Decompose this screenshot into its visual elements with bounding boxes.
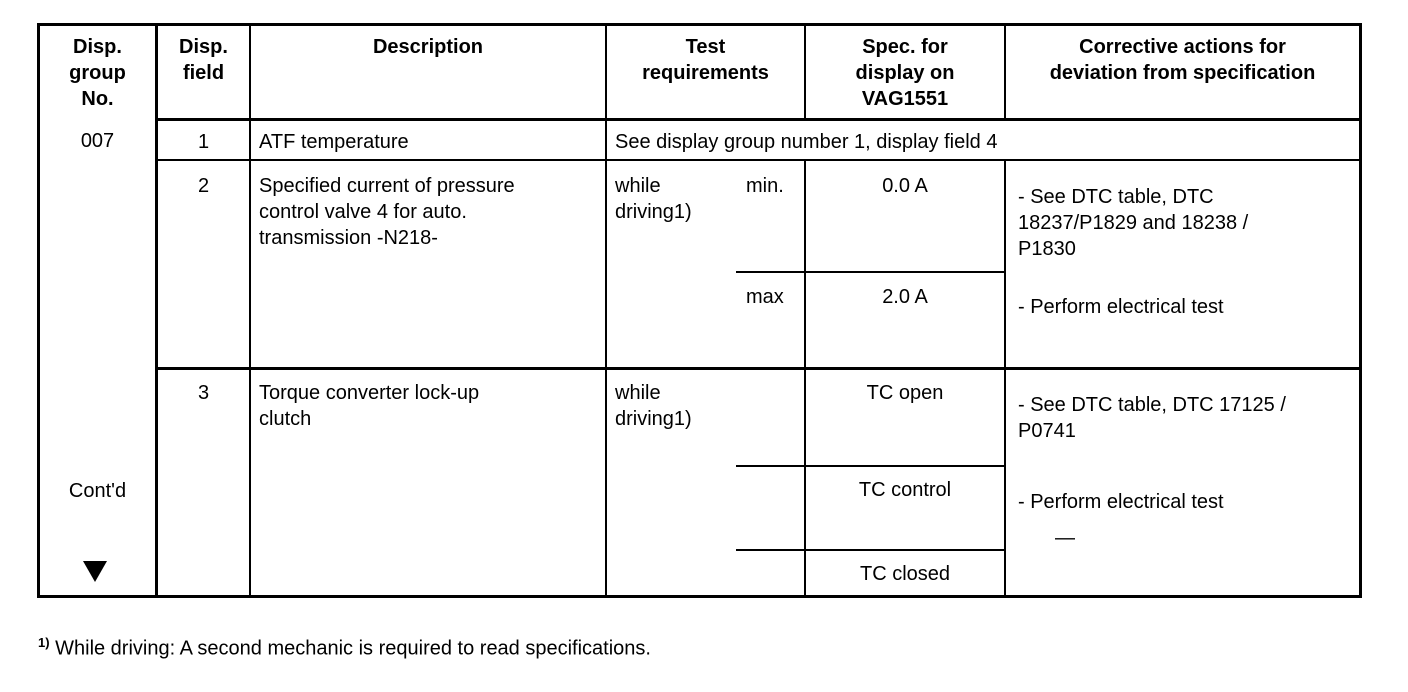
row1-description: ATF temperature bbox=[259, 131, 409, 153]
row3-spec-closed: TC closed bbox=[859, 563, 951, 585]
row2-field: 2 bbox=[197, 175, 210, 197]
header-description: Description bbox=[372, 36, 484, 58]
header-test: Test requirements bbox=[642, 36, 769, 84]
header-field: Disp. field bbox=[179, 36, 228, 84]
row2-qualifier-min: min. bbox=[746, 175, 784, 197]
row-divider bbox=[155, 159, 1362, 161]
footnote-text: While driving: A second mechanic is required to read specifications. bbox=[49, 637, 651, 660]
col-divider bbox=[249, 23, 251, 598]
subrow-divider bbox=[736, 549, 1005, 551]
table-border-bottom bbox=[37, 595, 1362, 598]
row3-field: 3 bbox=[197, 382, 210, 404]
down-triangle-icon bbox=[83, 561, 107, 582]
subrow-divider bbox=[736, 465, 1005, 467]
col-divider bbox=[605, 23, 607, 598]
row1-span-text: See display group number 1, display field 4 bbox=[615, 131, 998, 153]
table-border-right bbox=[1359, 23, 1362, 598]
row3-test: while driving1) bbox=[615, 382, 692, 430]
header-group: Disp. group No. bbox=[69, 36, 126, 110]
row2-action-dtc: - See DTC table, DTC 18237/P1829 and 18238 / P1830 bbox=[1018, 186, 1249, 260]
col-divider bbox=[155, 23, 158, 598]
row3-spec-control: TC control bbox=[858, 479, 952, 501]
row-divider bbox=[155, 367, 1362, 370]
col-divider bbox=[804, 160, 806, 598]
footnote bbox=[38, 630, 651, 662]
row1-field: 1 bbox=[197, 131, 210, 153]
row3-description: Torque converter lock-up clutch bbox=[259, 382, 480, 430]
col-divider bbox=[1004, 160, 1006, 598]
table-border-top bbox=[37, 23, 1362, 26]
row3-dash: — bbox=[1055, 527, 1075, 549]
header-divider bbox=[155, 118, 1362, 121]
row2-spec-min: 0.0 A bbox=[882, 175, 928, 197]
row3-spec-open: TC open bbox=[866, 382, 944, 404]
row3-action-electrical: - Perform electrical test bbox=[1018, 491, 1224, 513]
row3-action-dtc: - See DTC table, DTC 17125 / P0741 bbox=[1018, 394, 1286, 442]
row2-description: Specified current of pressure control valve 4 for auto. transmission -N218- bbox=[259, 175, 515, 249]
row2-spec-max: 2.0 A bbox=[882, 286, 928, 308]
header-corrective: Corrective actions for deviation from specification bbox=[1049, 36, 1316, 84]
row2-qualifier-max: max bbox=[746, 286, 784, 308]
row2-test: while driving1) bbox=[615, 175, 692, 223]
subrow-divider bbox=[736, 271, 1005, 273]
header-spec: Spec. for display on VAG1551 bbox=[855, 36, 955, 110]
contd-label: Cont'd bbox=[68, 480, 127, 502]
group-number: 007 bbox=[80, 130, 115, 152]
row2-action-electrical: - Perform electrical test bbox=[1018, 296, 1224, 318]
footnote-marker: 1) bbox=[38, 635, 50, 650]
